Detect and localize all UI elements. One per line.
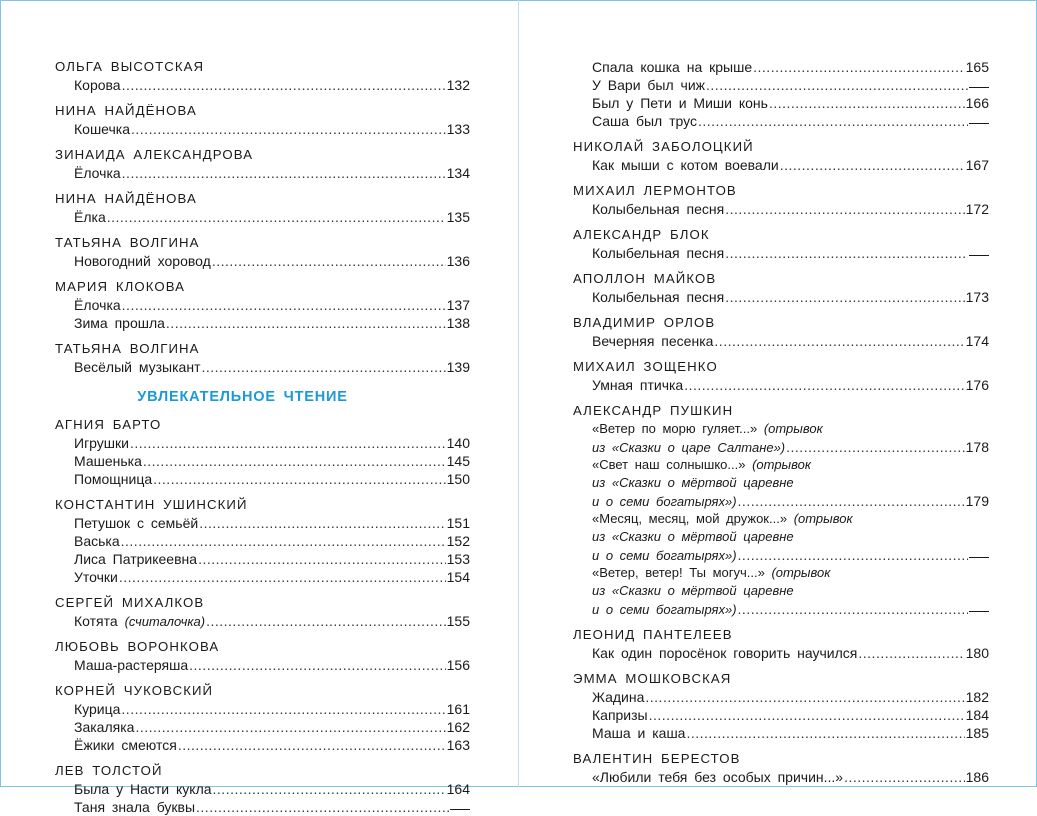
toc-entry — [573, 94, 989, 112]
toc-entry — [55, 700, 470, 718]
toc-entry-title — [592, 546, 737, 565]
entry-title-text: Умная птичка — [592, 377, 684, 393]
toc-entry-continuation — [573, 474, 989, 492]
page-number: 174 — [965, 333, 989, 349]
toc-entry-continuation — [573, 582, 989, 600]
entry-title-text: Маша и каша — [592, 725, 686, 741]
entry-title-text: Новогодний хоровод — [74, 253, 211, 269]
entry-title-text: Игрушки — [74, 435, 129, 451]
page-number: 176 — [965, 377, 989, 393]
entry-title-text: Жадина — [592, 689, 645, 705]
toc-author: АЛЕКСАНДР БЛОК — [573, 227, 710, 242]
toc-entry-title — [592, 420, 823, 438]
same-page-dash — [969, 557, 989, 558]
toc-entry — [55, 452, 470, 470]
page-number: 165 — [965, 59, 989, 75]
toc-author: ЛЕОНИД ПАНТЕЛЕЕВ — [573, 627, 733, 642]
dot-leader — [122, 76, 446, 94]
entry-title-text: Васька — [74, 533, 120, 549]
page-number: 178 — [965, 439, 989, 455]
entry-title-text: Как один поросёнок говорить научился — [592, 645, 858, 661]
dot-leader — [122, 164, 446, 182]
toc-author: МАРИЯ КЛОКОВА — [55, 279, 186, 294]
same-page-dash — [969, 123, 989, 124]
dot-leader — [166, 314, 446, 332]
toc-entry — [573, 438, 989, 456]
toc-author: СЕРГЕЙ МИХАЛКОВ — [55, 595, 205, 610]
dot-leader — [725, 288, 964, 306]
dot-leader — [153, 470, 446, 488]
dot-leader — [201, 358, 445, 376]
toc-entry — [55, 434, 470, 452]
entry-title-text: Саша был трус — [592, 113, 697, 129]
dot-leader — [143, 452, 446, 470]
dot-leader — [753, 58, 965, 76]
toc-author: КОРНЕЙ ЧУКОВСКИЙ — [55, 683, 214, 698]
toc-entry — [55, 208, 470, 226]
entry-title-text: Как мыши с котом воевали — [592, 157, 779, 173]
toc-entry — [55, 120, 470, 138]
toc-entry-title — [592, 76, 705, 94]
entry-title-text: «Ветер по морю гуляет...» — [592, 421, 758, 436]
toc-entry-title — [592, 510, 853, 528]
entry-title-text: Кошечка — [74, 121, 131, 137]
dot-leader — [212, 252, 446, 270]
dot-leader — [698, 112, 968, 130]
entry-note: из «Сказки о мёртвой царевне — [592, 529, 794, 544]
entry-note: из «Сказки о мёртвой царевне — [592, 475, 794, 490]
entry-note: и о семи богатырях») — [592, 548, 737, 563]
dot-leader — [130, 434, 446, 452]
toc-author: НИНА НАЙДЁНОВА — [55, 191, 197, 206]
entry-title-text: Колыбельная песня — [592, 289, 725, 305]
toc-entry-title — [592, 456, 811, 474]
entry-title-text: Ёлка — [74, 209, 106, 225]
toc-author: ОЛЬГА ВЫСОТСКАЯ — [55, 59, 205, 74]
dot-leader — [178, 736, 446, 754]
page-number: 185 — [965, 725, 989, 741]
entry-title-text: Весёлый музыкант — [74, 359, 201, 375]
toc-entry-title — [592, 492, 737, 511]
toc-entry-continuation — [573, 528, 989, 546]
toc-entry — [55, 514, 470, 532]
toc-entry — [573, 156, 989, 174]
toc-entry — [573, 112, 989, 130]
page-number: 153 — [446, 551, 470, 567]
page-number: 161 — [446, 701, 470, 717]
toc-entry — [573, 492, 989, 510]
toc-author: ЛЮБОВЬ ВОРОНКОВА — [55, 639, 220, 654]
dot-leader — [189, 656, 446, 674]
toc-entry-title — [592, 332, 713, 350]
toc-entry-title — [592, 600, 737, 619]
toc-entry — [573, 76, 989, 94]
toc-author: АПОЛЛОН МАЙКОВ — [573, 271, 717, 286]
dot-leader — [780, 156, 965, 174]
page-number: 173 — [965, 289, 989, 305]
dot-leader — [858, 644, 964, 662]
entry-note: и о семи богатырях») — [592, 602, 737, 617]
toc-entry-title — [592, 112, 697, 130]
page-number: 152 — [446, 533, 470, 549]
dot-leader — [199, 514, 445, 532]
toc-entry-title — [592, 376, 683, 394]
page-number: 133 — [446, 121, 470, 137]
entry-title-text: Лиса Патрикеевна — [74, 551, 198, 567]
entry-note: (отрывок — [771, 565, 831, 580]
toc-entry — [573, 600, 989, 618]
toc-entry — [55, 568, 470, 586]
toc-author: ЛЕВ ТОЛСТОЙ — [55, 763, 163, 778]
toc-entry-title — [74, 514, 198, 532]
entry-title-text: Колыбельная песня — [592, 201, 725, 217]
toc-entry-title — [74, 736, 177, 754]
dot-leader — [131, 120, 446, 138]
entry-title-text: «Любили тебя без особых причин...» — [592, 769, 844, 785]
entry-note: (отрывок — [763, 421, 823, 436]
entry-title-text: Петушок с семьёй — [74, 515, 199, 531]
entry-title-text: Котята — [74, 613, 118, 629]
toc-entry-title — [74, 612, 205, 631]
same-page-dash — [969, 87, 989, 88]
toc-author: ЭММА МОШКОВСКАЯ — [573, 671, 732, 686]
same-page-dash — [969, 255, 989, 256]
entry-title-text: Колыбельная песня — [592, 245, 725, 261]
page-number: 162 — [446, 719, 470, 735]
toc-entry-title — [592, 564, 830, 582]
page-number: 137 — [446, 297, 470, 313]
toc-entry-title — [74, 252, 211, 270]
same-page-dash — [969, 611, 989, 612]
toc-entry-continuation — [573, 456, 989, 474]
entry-title-text: Была у Насти кукла — [74, 781, 212, 797]
entry-note: из «Сказки о царе Салтане») — [592, 440, 786, 455]
dot-leader — [684, 376, 964, 394]
entry-note: (отрывок — [752, 457, 811, 472]
toc-entry-title — [74, 568, 118, 586]
toc-entry — [55, 736, 470, 754]
toc-entry — [573, 288, 989, 306]
page-number: 182 — [965, 689, 989, 705]
toc-entry — [573, 768, 989, 786]
entry-title-text: Ёлочка — [74, 165, 121, 181]
dot-leader — [738, 492, 965, 510]
dot-leader — [213, 780, 446, 798]
toc-author: МИХАИЛ ЛЕРМОНТОВ — [573, 183, 737, 198]
page-number: 145 — [446, 453, 470, 469]
entry-title-text: Маша-растеряша — [74, 657, 189, 673]
dot-leader — [686, 724, 964, 742]
toc-author: КОНСТАНТИН УШИНСКИЙ — [55, 497, 248, 512]
right-page-contents — [573, 58, 989, 786]
entry-title-text: Таня знала буквы — [74, 799, 196, 815]
toc-author: НИКОЛАЙ ЗАБОЛОЦКИЙ — [573, 139, 754, 154]
toc-entry — [55, 470, 470, 488]
page-number: 132 — [446, 77, 470, 93]
toc-entry-title — [592, 200, 724, 218]
toc-entry — [573, 200, 989, 218]
toc-entry-title — [74, 296, 121, 314]
page-number: 150 — [446, 471, 470, 487]
toc-entry-title — [592, 244, 724, 262]
entry-title-text: Вечерняя песенка — [592, 333, 714, 349]
dot-leader — [107, 208, 446, 226]
entry-title-text: Закаляка — [74, 719, 135, 735]
toc-entry-title — [74, 798, 195, 816]
toc-entry-title — [74, 656, 188, 674]
toc-entry-title — [592, 688, 644, 706]
dot-leader — [738, 546, 968, 564]
toc-entry — [55, 76, 470, 94]
toc-entry-title — [592, 582, 794, 600]
entry-note: (отрывок — [793, 511, 853, 526]
page-number: 154 — [446, 569, 470, 585]
toc-entry-title — [74, 434, 129, 452]
dot-leader — [206, 612, 446, 630]
toc-entry — [573, 706, 989, 724]
toc-entry-continuation — [573, 510, 989, 528]
entry-title-text: Ёжики смеются — [74, 737, 177, 753]
entry-title-text: Помощница — [74, 471, 153, 487]
toc-entry-title — [74, 208, 106, 226]
book-gutter — [518, 0, 519, 787]
page-number: 136 — [446, 253, 470, 269]
toc-entry — [55, 612, 470, 630]
dot-leader — [725, 244, 968, 262]
toc-entry — [55, 252, 470, 270]
toc-author: НИНА НАЙДЁНОВА — [55, 103, 197, 118]
toc-entry-title — [74, 164, 121, 182]
toc-entry — [573, 644, 989, 662]
entry-title-text: Курица — [74, 701, 121, 717]
toc-entry-title — [74, 550, 197, 568]
toc-entry-continuation — [573, 564, 989, 582]
page-number: 166 — [965, 95, 989, 111]
toc-entry-title — [74, 452, 142, 470]
entry-title-text: Спала кошка на крыше — [592, 59, 753, 75]
toc-author: ВАЛЕНТИН БЕРЕСТОВ — [573, 751, 741, 766]
page-number: 155 — [446, 613, 470, 629]
toc-entry-continuation — [573, 420, 989, 438]
page-number: 179 — [965, 493, 989, 509]
toc-entry — [573, 332, 989, 350]
page-number: 163 — [446, 737, 470, 753]
toc-entry — [55, 656, 470, 674]
entry-title-text: «Месяц, месяц, мой дружок...» — [592, 511, 788, 526]
page-number: 186 — [965, 769, 989, 785]
entry-title-text: Корова — [74, 77, 121, 93]
toc-entry — [573, 724, 989, 742]
toc-entry-title — [592, 438, 785, 457]
dot-leader — [706, 76, 968, 94]
toc-entry — [573, 376, 989, 394]
toc-author: ЗИНАИДА АЛЕКСАНДРОВА — [55, 147, 254, 162]
page-number: 139 — [446, 359, 470, 375]
toc-entry-title — [74, 718, 134, 736]
dot-leader — [196, 798, 449, 816]
dot-leader — [121, 532, 446, 550]
entry-title-text: Уточки — [74, 569, 118, 585]
toc-entry — [573, 244, 989, 262]
page-number: 138 — [446, 315, 470, 331]
page-number: 167 — [965, 157, 989, 173]
dot-leader — [121, 700, 445, 718]
toc-entry — [573, 58, 989, 76]
toc-entry — [55, 550, 470, 568]
page-number: 134 — [446, 165, 470, 181]
dot-leader — [786, 438, 965, 456]
same-page-dash — [450, 809, 470, 810]
entry-title-text: Был у Пети и Миши конь — [592, 95, 768, 111]
toc-entry-title — [592, 288, 724, 306]
toc-author: АГНИЯ БАРТО — [55, 417, 162, 432]
toc-entry — [573, 688, 989, 706]
toc-entry — [55, 532, 470, 550]
toc-entry-title — [74, 470, 152, 488]
page-number: 180 — [965, 645, 989, 661]
page-number: 172 — [965, 201, 989, 217]
entry-title-text: Капризы — [592, 707, 648, 723]
toc-entry-title — [74, 358, 200, 376]
toc-author: МИХАИЛ ЗОЩЕНКО — [573, 359, 718, 374]
toc-entry-title — [592, 706, 648, 724]
entry-title-text: Зима прошла — [74, 315, 165, 331]
toc-author: ВЛАДИМИР ОРЛОВ — [573, 315, 716, 330]
entry-note: и о семи богатырях») — [592, 494, 737, 509]
entry-title-text: Ёлочка — [74, 297, 121, 313]
toc-entry-title — [592, 768, 843, 786]
dot-leader — [198, 550, 446, 568]
toc-author: АЛЕКСАНДР ПУШКИН — [573, 403, 734, 418]
toc-entry-title — [74, 700, 120, 718]
toc-entry-title — [592, 94, 768, 112]
dot-leader — [725, 200, 964, 218]
toc-entry — [55, 718, 470, 736]
toc-entry-title — [592, 528, 794, 546]
entry-title-text: «Свет наш солнышко...» — [592, 457, 746, 472]
dot-leader — [119, 568, 446, 586]
toc-entry — [55, 314, 470, 332]
page-number: 184 — [965, 707, 989, 723]
dot-leader — [714, 332, 964, 350]
entry-title-text: У Вари был чиж — [592, 77, 706, 93]
toc-entry-title — [74, 780, 212, 798]
page-number: 135 — [446, 209, 470, 225]
toc-entry — [55, 296, 470, 314]
toc-entry — [55, 780, 470, 798]
toc-entry-title — [74, 76, 121, 94]
dot-leader — [135, 718, 445, 736]
toc-section-title: УВЛЕКАТЕЛЬНОЕ ЧТЕНИЕ — [137, 389, 348, 405]
toc-entry-title — [592, 58, 752, 76]
entry-title-text: «Ветер, ветер! Ты могуч...» — [592, 565, 765, 580]
dot-leader — [738, 600, 968, 618]
toc-author: ТАТЬЯНА ВОЛГИНА — [55, 235, 200, 250]
toc-entry-title — [592, 474, 794, 492]
page-number: 164 — [446, 781, 470, 797]
dot-leader — [122, 296, 446, 314]
page-number: 140 — [446, 435, 470, 451]
toc-entry-title — [592, 724, 685, 742]
page-number: 151 — [446, 515, 470, 531]
page-number: 156 — [446, 657, 470, 673]
toc-entry-title — [592, 644, 857, 662]
entry-note: (считалочка) — [124, 614, 206, 629]
toc-entry-title — [74, 314, 165, 332]
toc-entry-title — [74, 532, 120, 550]
dot-leader — [645, 688, 964, 706]
toc-entry-title — [592, 156, 779, 174]
toc-entry — [55, 798, 470, 816]
dot-leader — [769, 94, 965, 112]
toc-author: ТАТЬЯНА ВОЛГИНА — [55, 341, 200, 356]
toc-entry — [55, 164, 470, 182]
entry-note: из «Сказки о мёртвой царевне — [592, 583, 794, 598]
toc-entry — [573, 546, 989, 564]
dot-leader — [649, 706, 965, 724]
toc-entry-title — [74, 120, 130, 138]
left-page-contents — [55, 58, 470, 816]
dot-leader — [844, 768, 965, 786]
entry-title-text: Машенька — [74, 453, 142, 469]
toc-entry — [55, 358, 470, 376]
